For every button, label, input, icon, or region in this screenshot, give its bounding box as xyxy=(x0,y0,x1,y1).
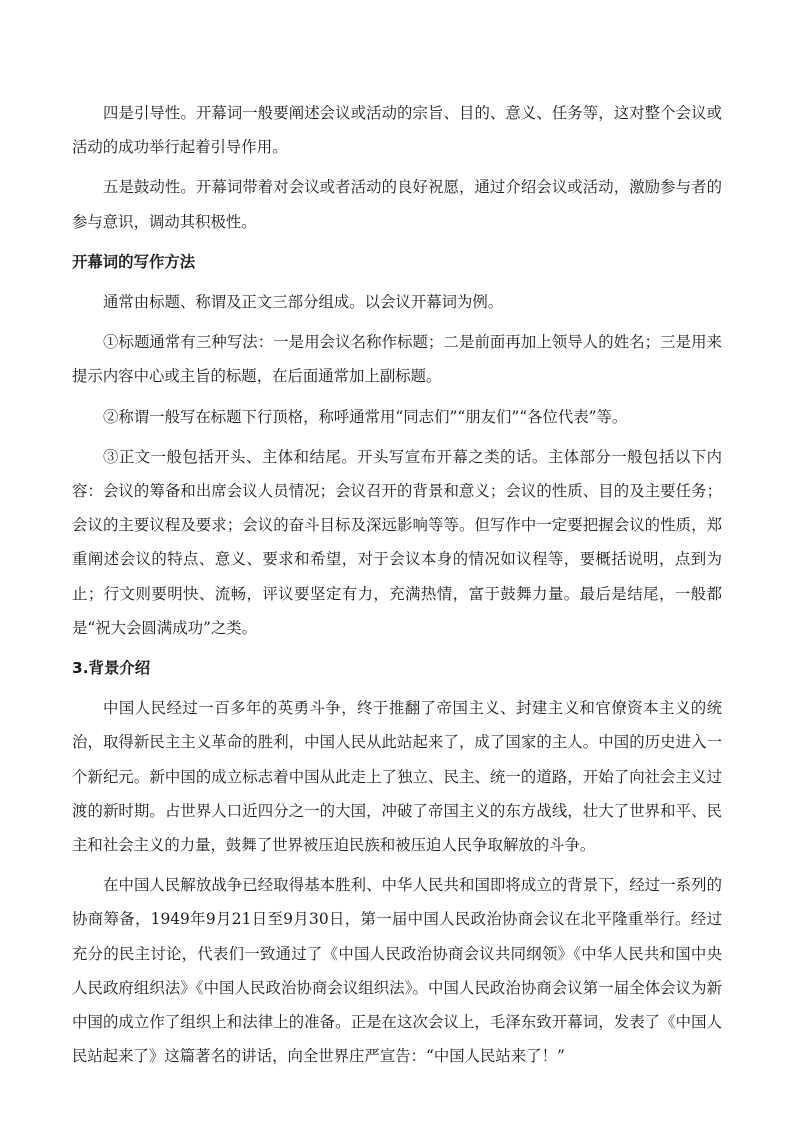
paragraph-structure-intro: 通常由标题、称谓及正文三部分组成。以会议开幕词为例。 xyxy=(103,293,504,312)
paragraph-background-history: 中国人民经过一百多年的英勇斗争，终于推翻了帝国主义、封建主义和官僚资本主义的统治，取得新民主主义革命的胜利，中国人民从此站起来了，成了国家的主人。中国的历史进入一个新纪元。新中国的成立标志着中国从此走上了独立、民主、统一的道路，开始了向社会主义过渡的新时期。占世界人口近四分之一的大国，冲破了帝国主义的东方战线，壮大了世界和平、民主和社会主义的力量，鼓舞了世界被压迫民族和被压迫人民争取解放的斗争。 xyxy=(72,699,722,855)
document-body xyxy=(72,96,722,1073)
paragraph-encouragement: 五是鼓动性。开幕词带着对会议或者活动的良好祝愿，通过介绍会议或活动，激励参与者的参与意识，调动其积极性。 xyxy=(72,178,722,231)
paragraph-guidance: 四是引导性。开幕词一般要阐述会议或活动的宗旨、目的、意义、任务等，这对整个会议或活动的成功举行起着引导作用。 xyxy=(72,104,722,157)
paragraph-title-rule: ①标题通常有三种写法：一是用会议名称作标题；二是前面再加上领导人的姓名；三是用来提示内容中心或主旨的标题，在后面通常加上副标题。 xyxy=(72,333,722,386)
paragraph-body-rule: ③正文一般包括开头、主体和结尾。开头写宣布开幕之类的话。主体部分一般包括以下内容：会议的筹备和出席会议人员情况；会议召开的背景和意义；会议的性质、目的及主要任务；会议的主要议程及要求；会议的奋斗目标及深远影响等等。但写作中一定要把握会议的性质，郑重阐述会议的特点、意义、要求和希望，对于会议本身的情况如议程等，要概括说明，点到为止；行文则要明快、流畅，评议要坚定有力，充满热情，富于鼓舞力量。最后是结尾，一般都是“祝大会圆满成功”之类。 xyxy=(72,447,722,637)
paragraph-background-cppcc: 在中国人民解放战争已经取得基本胜利、中华人民共和国即将成立的背景下，经过一系列的协商筹备，1949年9月21日至9月30日，第一届中国人民政治协商会议在北平隆重举行。经过充分的民主讨论，代表们一致通过了《中国人民政治协商会议共同纲领》《中华人民共和国中央人民政府组织法》《中国人民政治协商会议组织法》。中国人民政治协商会议第一届全体会议为新中国的成立作了组织上和法律上的准备。正是在这次会议上，毛泽东致开幕词，发表了《中国人民站起来了》这篇著名的讲话，向全世界庄严宣告：“中国人民站来了！” xyxy=(72,876,722,1066)
paragraph-salutation-rule: ②称谓一般写在标题下行顶格，称呼通常用“同志们”“朋友们”“各位代表”等。 xyxy=(103,407,628,426)
section-heading-background: 3.背景介绍 xyxy=(72,659,151,678)
section-heading-writing-method: 开幕词的写作方法 xyxy=(72,252,196,271)
